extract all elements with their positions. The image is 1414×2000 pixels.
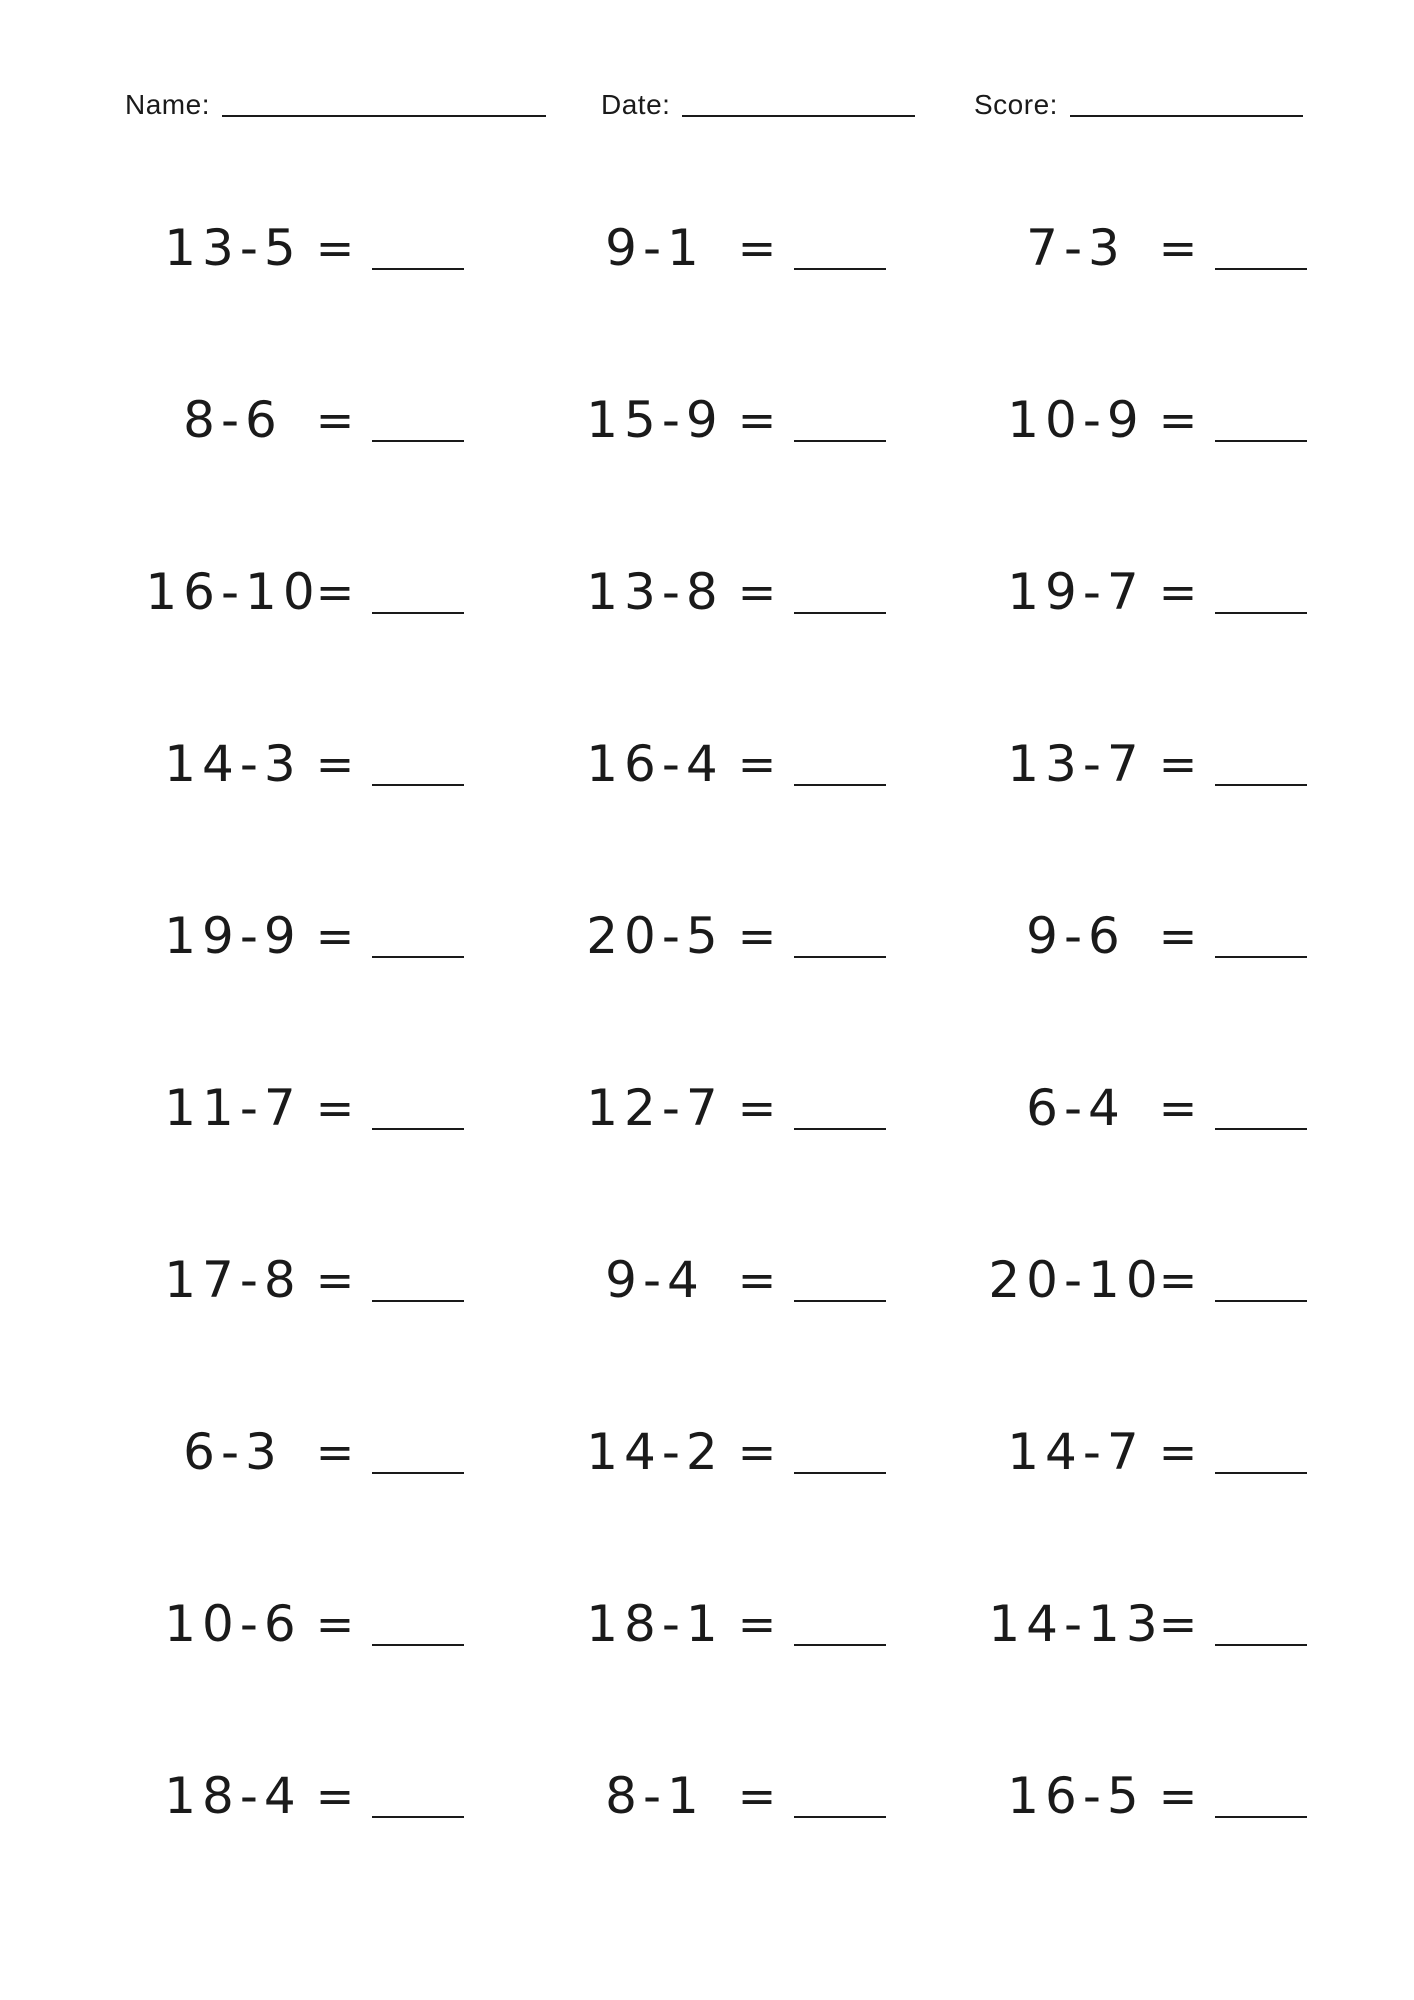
subtraction-problem	[128, 552, 468, 632]
answer-blank[interactable]	[372, 1300, 464, 1302]
answer-blank[interactable]	[1215, 440, 1307, 442]
score-label: Score:	[974, 89, 1058, 120]
answer-blank[interactable]	[372, 784, 464, 786]
equals-sign: =	[737, 565, 777, 619]
equals-sign: =	[1158, 393, 1198, 447]
subtraction-problem	[971, 1240, 1311, 1320]
answer-blank[interactable]	[372, 1644, 464, 1646]
subtraction-problem	[550, 552, 890, 632]
equals-sign: =	[737, 1769, 777, 1823]
problem-expression: 10-6	[164, 1595, 302, 1653]
subtraction-problem	[128, 1240, 468, 1320]
equals-sign: =	[315, 1425, 355, 1479]
equals-sign: =	[315, 1253, 355, 1307]
problem-expression: 16-10	[145, 563, 321, 621]
answer-blank[interactable]	[794, 1644, 886, 1646]
equals-sign: =	[315, 1597, 355, 1651]
answer-blank[interactable]	[372, 1472, 464, 1474]
subtraction-problem	[128, 1412, 468, 1492]
answer-blank[interactable]	[372, 1816, 464, 1818]
subtraction-problem	[128, 1068, 468, 1148]
answer-blank[interactable]	[794, 956, 886, 958]
answer-blank[interactable]	[794, 1300, 886, 1302]
answer-blank[interactable]	[794, 1816, 886, 1818]
answer-blank[interactable]	[1215, 956, 1307, 958]
equals-sign: =	[1158, 1769, 1198, 1823]
subtraction-problem	[971, 380, 1311, 460]
problem-expression: 10-9	[1007, 391, 1145, 449]
problem-expression: 7-3	[1026, 219, 1126, 277]
answer-blank[interactable]	[794, 612, 886, 614]
equals-sign: =	[1158, 221, 1198, 275]
problem-expression: 16-5	[1007, 1767, 1145, 1825]
problem-expression: 9-6	[1026, 907, 1126, 965]
subtraction-problem	[971, 896, 1311, 976]
answer-blank[interactable]	[794, 1128, 886, 1130]
equals-sign: =	[315, 221, 355, 275]
equals-sign: =	[737, 737, 777, 791]
problem-expression: 14-7	[1007, 1423, 1145, 1481]
problem-expression: 19-7	[1007, 563, 1145, 621]
answer-blank[interactable]	[372, 956, 464, 958]
equals-sign: =	[1158, 1597, 1198, 1651]
answer-blank[interactable]	[1215, 784, 1307, 786]
answer-blank[interactable]	[1215, 1128, 1307, 1130]
problem-expression: 20-5	[586, 907, 724, 965]
equals-sign: =	[737, 221, 777, 275]
subtraction-problem	[971, 208, 1311, 288]
subtraction-problem	[971, 552, 1311, 632]
problem-expression: 18-4	[164, 1767, 302, 1825]
subtraction-problem	[128, 1756, 468, 1836]
subtraction-problem	[971, 1756, 1311, 1836]
subtraction-problem	[971, 724, 1311, 804]
problem-expression: 14-13	[988, 1595, 1164, 1653]
problem-expression: 9-4	[605, 1251, 705, 1309]
name-label: Name:	[125, 89, 210, 120]
problem-expression: 6-3	[183, 1423, 283, 1481]
answer-blank[interactable]	[794, 1472, 886, 1474]
answer-blank[interactable]	[372, 440, 464, 442]
answer-blank[interactable]	[1215, 1816, 1307, 1818]
equals-sign: =	[1158, 909, 1198, 963]
equals-sign: =	[315, 1081, 355, 1135]
answer-blank[interactable]	[1215, 1300, 1307, 1302]
equals-sign: =	[315, 737, 355, 791]
answer-blank[interactable]	[372, 612, 464, 614]
subtraction-problem	[971, 1584, 1311, 1664]
answer-blank[interactable]	[1215, 268, 1307, 270]
equals-sign: =	[315, 565, 355, 619]
answer-blank[interactable]	[372, 1128, 464, 1130]
problem-expression: 16-4	[586, 735, 724, 793]
problem-expression: 8-6	[183, 391, 283, 449]
subtraction-problem	[128, 724, 468, 804]
subtraction-problem	[550, 724, 890, 804]
subtraction-problem	[550, 896, 890, 976]
equals-sign: =	[737, 393, 777, 447]
equals-sign: =	[737, 909, 777, 963]
subtraction-problem	[128, 380, 468, 460]
subtraction-problem	[128, 1584, 468, 1664]
problem-expression: 17-8	[164, 1251, 302, 1309]
problem-expression: 19-9	[164, 907, 302, 965]
subtraction-problem	[550, 1068, 890, 1148]
equals-sign: =	[1158, 737, 1198, 791]
problem-expression: 11-7	[164, 1079, 302, 1137]
problem-expression: 9-1	[605, 219, 705, 277]
equals-sign: =	[315, 393, 355, 447]
answer-blank[interactable]	[1215, 1644, 1307, 1646]
subtraction-problem	[550, 1584, 890, 1664]
problem-expression: 20-10	[988, 1251, 1164, 1309]
problem-expression: 12-7	[586, 1079, 724, 1137]
answer-blank[interactable]	[794, 268, 886, 270]
answer-blank[interactable]	[1215, 1472, 1307, 1474]
subtraction-problem	[550, 1412, 890, 1492]
problem-expression: 8-1	[605, 1767, 705, 1825]
problem-expression: 13-8	[586, 563, 724, 621]
date-label: Date:	[601, 89, 671, 120]
answer-blank[interactable]	[794, 440, 886, 442]
subtraction-problem	[128, 896, 468, 976]
problem-expression: 15-9	[586, 391, 724, 449]
equals-sign: =	[737, 1253, 777, 1307]
subtraction-problem	[128, 208, 468, 288]
answer-blank[interactable]	[794, 784, 886, 786]
subtraction-problem	[550, 1240, 890, 1320]
problem-expression: 18-1	[586, 1595, 724, 1653]
equals-sign: =	[1158, 565, 1198, 619]
problem-expression: 13-5	[164, 219, 302, 277]
equals-sign: =	[737, 1081, 777, 1135]
equals-sign: =	[737, 1425, 777, 1479]
equals-sign: =	[315, 1769, 355, 1823]
equals-sign: =	[1158, 1081, 1198, 1135]
subtraction-problem	[550, 208, 890, 288]
problem-expression: 14-3	[164, 735, 302, 793]
problem-expression: 14-2	[586, 1423, 724, 1481]
subtraction-problem	[971, 1412, 1311, 1492]
equals-sign: =	[315, 909, 355, 963]
subtraction-problem	[550, 380, 890, 460]
problem-expression: 13-7	[1007, 735, 1145, 793]
problem-expression: 6-4	[1026, 1079, 1126, 1137]
answer-blank[interactable]	[1215, 612, 1307, 614]
equals-sign: =	[1158, 1253, 1198, 1307]
subtraction-problem	[971, 1068, 1311, 1148]
equals-sign: =	[737, 1597, 777, 1651]
equals-sign: =	[1158, 1425, 1198, 1479]
answer-blank[interactable]	[372, 268, 464, 270]
subtraction-problem	[550, 1756, 890, 1836]
